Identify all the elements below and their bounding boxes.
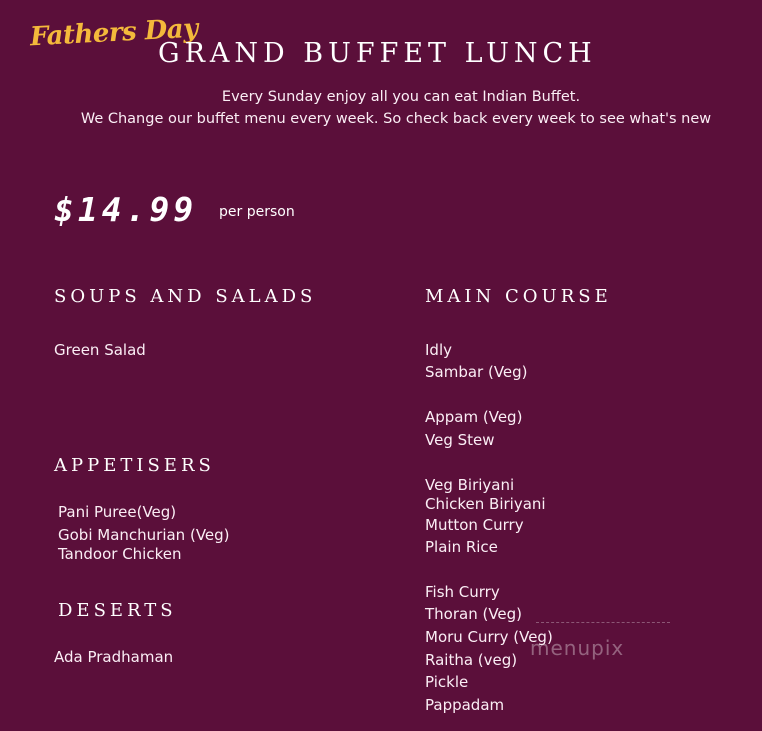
menu-item: Gobi Manchurian (Veg) (58, 526, 230, 544)
menu-item: Pappadam (425, 696, 505, 714)
subtitle-line-2: We Change our buffet menu every week. So check back every week to see what's new (80, 111, 712, 127)
page-title: GRAND BUFFET LUNCH (158, 38, 597, 69)
menu-item: Green Salad (54, 341, 146, 359)
menu-item: Moru Curry (Veg) (425, 628, 553, 646)
menu-item: Veg Stew (425, 431, 495, 449)
price: $14.99 (54, 190, 198, 229)
menu-item: Appam (Veg) (425, 408, 523, 426)
menu-item: Thoran (Veg) (425, 605, 523, 623)
watermark: menupix (530, 636, 625, 660)
price-unit: per person (219, 204, 295, 220)
soups-salads-heading: SOUPS AND SALADS (54, 286, 317, 307)
fathers-day-badge: Fathers Day (29, 13, 199, 53)
menu-item: Tandoor Chicken (58, 545, 182, 563)
deserts-heading: DESERTS (58, 600, 177, 621)
menu-item: Plain Rice (425, 538, 498, 556)
appetisers-heading: APPETISERS (54, 455, 215, 476)
menu-item: Mutton Curry (425, 516, 524, 534)
menu-item: Idly (425, 341, 452, 359)
menu-item: Veg Biriyani (425, 476, 515, 494)
menu-item: Pickle (425, 673, 469, 691)
menu-item: Fish Curry (425, 583, 500, 601)
menu-item: Pani Puree(Veg) (58, 503, 177, 521)
menu-item: Sambar (Veg) (425, 363, 528, 381)
watermark-divider (536, 622, 670, 623)
menu-item: Raitha (veg) (425, 651, 518, 669)
menu-item: Chicken Biriyani (425, 495, 546, 513)
menu-item: Ada Pradhaman (54, 648, 174, 666)
main-course-heading: MAIN COURSE (425, 286, 612, 307)
subtitle-line-1: Every Sunday enjoy all you can eat Indian Buffet. (221, 89, 581, 105)
